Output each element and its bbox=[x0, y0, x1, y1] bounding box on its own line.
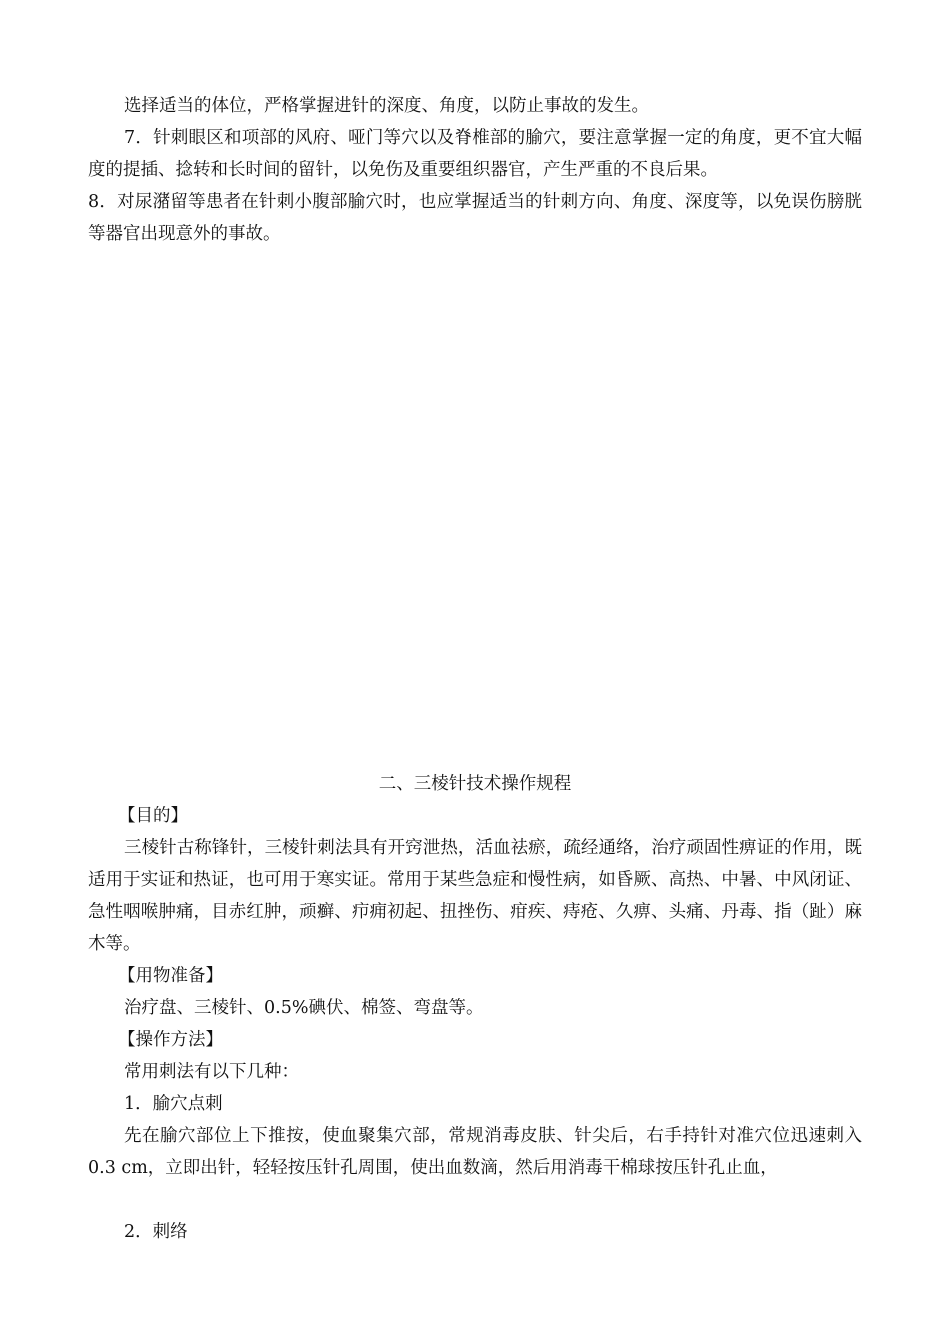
heading-supplies: 【用物准备】 bbox=[118, 966, 223, 986]
paragraph-method-intro: 常用刺法有以下几种： bbox=[124, 1062, 299, 1082]
paragraph-body-position: 选择适当的体位，严格掌握进针的深度、角度，以防止事故的发生。 bbox=[124, 96, 649, 116]
item-2-title: 2．刺络 bbox=[124, 1222, 188, 1242]
paragraph-item-8: 8．对尿潴留等患者在针刺小腹部腧穴时，也应掌握适当的针刺方向、角度、深度等，以免误伤膀胱等器官出现意外的事故。 bbox=[88, 192, 862, 244]
paragraph-item-7: 7．针刺眼区和项部的风府、哑门等穴以及脊椎部的腧穴，要注意掌握一定的角度，更不宜大幅度的提插、捻转和长时间的留针，以免伤及重要组织器官，产生严重的不良后果。 bbox=[88, 128, 862, 180]
paragraph-supplies: 治疗盘、三棱针、0.5%碘伏、棉签、弯盘等。 bbox=[124, 998, 484, 1018]
heading-method: 【操作方法】 bbox=[118, 1030, 223, 1050]
paragraph-purpose: 三棱针古称锋针，三棱针刺法具有开窍泄热，活血祛瘀，疏经通络，治疗顽固性痹证的作用，既适用于实证和热证，也可用于寒实证。常用于某些急症和慢性病，如昏厥、高热、中暑、中风闭证、急性咽喉肿痛，目赤红肿，顽癣、疖痈初起、扭挫伤、疳疾、痔疮、久痹、头痛、丹毒、指（趾）麻木等。 bbox=[88, 838, 862, 954]
section-title: 二、三棱针技术操作规程 bbox=[378, 774, 572, 794]
item-1-text: 先在腧穴部位上下推按，使血聚集穴部，常规消毒皮肤、针尖后，右手持针对准穴位迅速刺入0.3 cm，立即出针，轻轻按压针孔周围，使出血数滴，然后用消毒干棉球按压针孔止血， bbox=[88, 1126, 862, 1178]
item-1-title: 1．腧穴点刺 bbox=[124, 1094, 223, 1114]
heading-purpose: 【目的】 bbox=[118, 806, 188, 826]
